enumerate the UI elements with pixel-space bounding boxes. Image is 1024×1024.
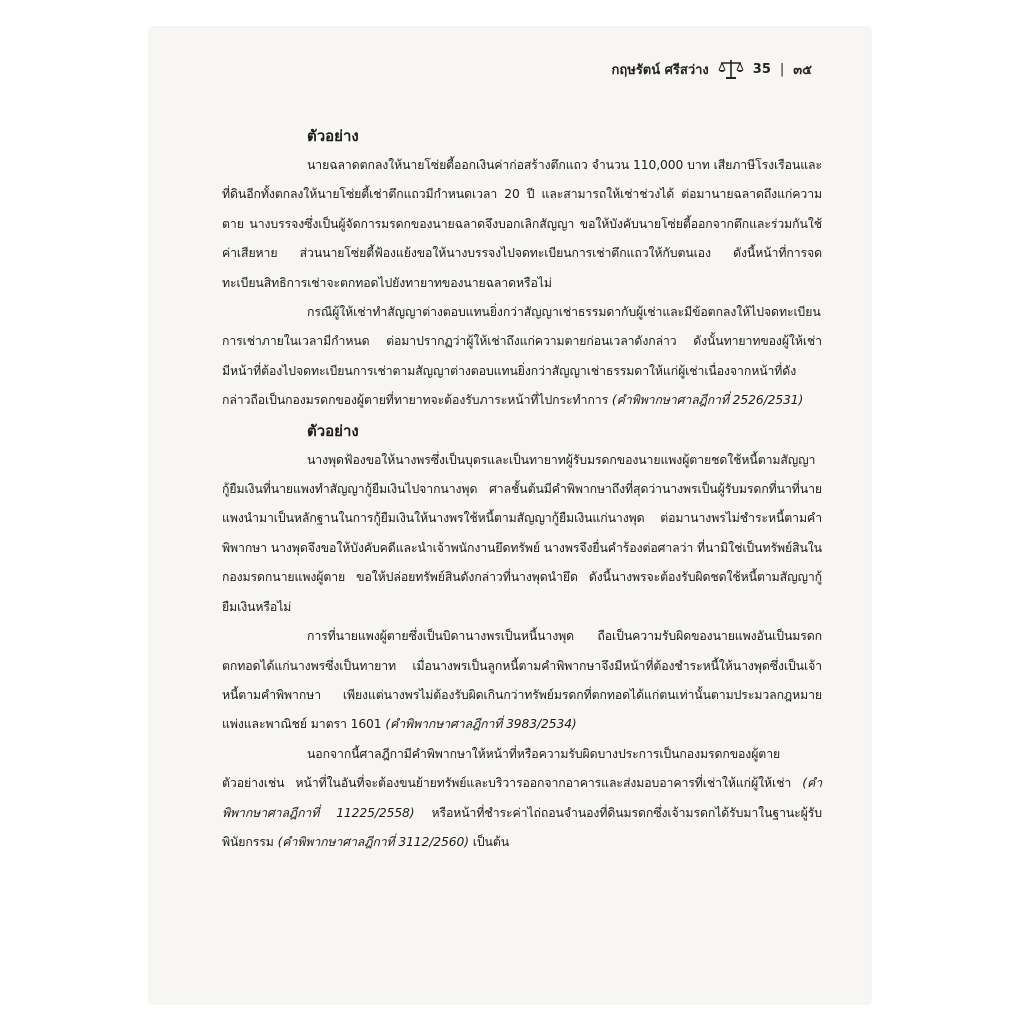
- answer-text-1: กรณีผู้ให้เช่าทำสัญญาต่างตอบแทนยิ่งกว่าสัญญาเช่าธรรมดากับผู้เช่าและมีข้อตกลงให้ไปจดทะเบียนการเช่าภายในเวลามีกำหนด ต่อมาปรากฏว่าผู้ให้เช่าถึงแก่ความตายก่อนเวลาดังกล่าว ดังนั้นทายาทของผู้ให้เช่ามีหน้าที่ต้องไปจดทะเบียนการเช่าตามสัญญาต่างตอบแทนยิ่งกว่าสัญญาเช่าธรรมดาให้แก่ผู้เช่าเนื่องจากหน้าที่ดังกล่าวถือเป็นกองมรดกของผู้ตายที่ทายาทจะต้องรับภาระหน้าที่ไปกระทำการ: [222, 305, 822, 408]
- author-name: กฤษรัตน์ ศรีสว่าง: [611, 62, 709, 78]
- answer-paragraph-2: [222, 622, 822, 740]
- example-heading-1: ตัวอย่าง: [307, 127, 359, 145]
- citation-11225-2558: (คำพิพากษาศาลฎีกาที่ 11225/2558): [222, 776, 822, 820]
- page-number-thai: ๓๕: [793, 62, 812, 78]
- closing-paragraph: [222, 740, 822, 858]
- example-paragraph-1: นายฉลาดตกลงให้นายโซ่ยตี้ออกเงินค่าก่อสร้างตึกแถว จำนวน 110,000 บาท เสียภาษีโรงเรือนและที่ดินอีกทั้งตกลงให้นายโซ่ยตี้เช่าตึกแถวมีกำหนดเวลา 20 ปี และสามารถให้เช่าช่วงได้ ต่อมานายฉลาดถึงแก่ความตาย นางบรรจงซึ่งเป็นผู้จัดการมรดกของนายฉลาดจึงบอกเลิกสัญญา ขอให้บังคับนายโซ่ยตี้ออกจากตึกและร่วมกันใช้ค่าเสียหาย ส่วนนายโซ่ยตี้ฟ้องแย้งขอให้นางบรรจงไปจดทะเบียนการเช่าตึกแถวให้กับตนเอง ดังนี้หน้าที่การจดทะเบียนสิทธิการเช่าจะตกทอดไปยังทายาทของนายฉลาดหรือไม่: [222, 158, 822, 290]
- example-heading-2: ตัวอย่าง: [307, 421, 359, 440]
- closing-text-2: หรือหน้าที่ชำระค่าไถ่ถอนจำนองที่ดินมรดกซึ่งเจ้ามรดกได้รับมาในฐานะผู้รับพินัยกรรม: [222, 805, 822, 849]
- closing-text-3: เป็นต้น: [468, 834, 510, 849]
- closing-text-1: นอกจากนี้ศาลฎีกามีคำพิพากษาให้หน้าที่หรือความรับผิดบางประการเป็นกองมรดกของผู้ตาย ตัวอย่างเช่น หน้าที่ในอันที่จะต้องขนย้ายทรัพย์และบริวารออกจากอาคารและส่งมอบอาคารที่เช่าให้แก่ผู้ให้เช่า: [222, 746, 803, 791]
- citation-3983-2534: (คำพิพากษาศาลฎีกาที่ 3983/2534): [385, 717, 577, 732]
- page-header: [612, 54, 812, 84]
- example-paragraph-2: นางพุดฟ้องขอให้นางพรซึ่งเป็นบุตรและเป็นทายาทผู้รับมรดกของนายแพงผู้ตายชดใช้หนี้ตามสัญญากู้ยืมเงินที่นายแพงทำสัญญากู้ยืมเงินไปจากนางพุด ศาลชั้นต้นมีคำพิพากษาถึงที่สุดว่านางพรเป็นผู้รับมรดกที่นาที่นายแพงนำมาเป็นหลักฐานในการกู้ยืมเงินให้นางพรใช้หนี้ตามสัญญากู้ยืมเงินแก่นางพุด ต่อมานางพรไม่ชำระหนี้ตามคำพิพากษา นางพุดจึงขอให้บังคับคดีและนำเจ้าพนักงานยึดทรัพย์ นางพรจึงยื่นคำร้องต่อศาลว่า ที่นามิใช่เป็นทรัพย์สินในกองมรดกนายแพงผู้ตาย ขอให้ปล่อยทรัพย์สินดังกล่าวที่นางพุดนำยึด ดังนี้นางพรจะต้องรับผิดชดใช้หนี้ตามสัญญากู้ยืมเงินหรือไม่: [222, 452, 822, 614]
- scales-of-justice-icon: [718, 58, 744, 80]
- answer-text-2: การที่นายแพงผู้ตายซึ่งเป็นบิดานางพรเป็นหนี้นางพุด ถือเป็นความรับผิดของนายแพงอันเป็นมรดกตกทอดได้แก่นางพรซึ่งเป็นทายาท เมื่อนางพรเป็นลูกหนี้ตามคำพิพากษาจึงมีหน้าที่ต้องชำระหนี้ให้นางพุดซึ่งเป็นเจ้าหนี้ตามคำพิพากษา เพียงแต่นางพรไม่ต้องรับผิดเกินกว่าทรัพย์มรดกที่ตกทอดได้แก่ตนเท่านั้นตามประมวลกฎหมายแพ่งและพาณิชย์ มาตรา 1601: [222, 629, 822, 732]
- answer-paragraph-1: [222, 298, 822, 416]
- citation-3112-2560: (คำพิพากษาศาลฎีกาที่ 3112/2560): [277, 834, 469, 849]
- page-body: [222, 121, 822, 857]
- citation-2526-2531: (คำพิพากษาศาลฎีกาที่ 2526/2531): [611, 393, 804, 408]
- page-number: 35: [752, 61, 771, 77]
- book-page: [150, 28, 870, 1003]
- page-number-separator: |: [779, 61, 785, 77]
